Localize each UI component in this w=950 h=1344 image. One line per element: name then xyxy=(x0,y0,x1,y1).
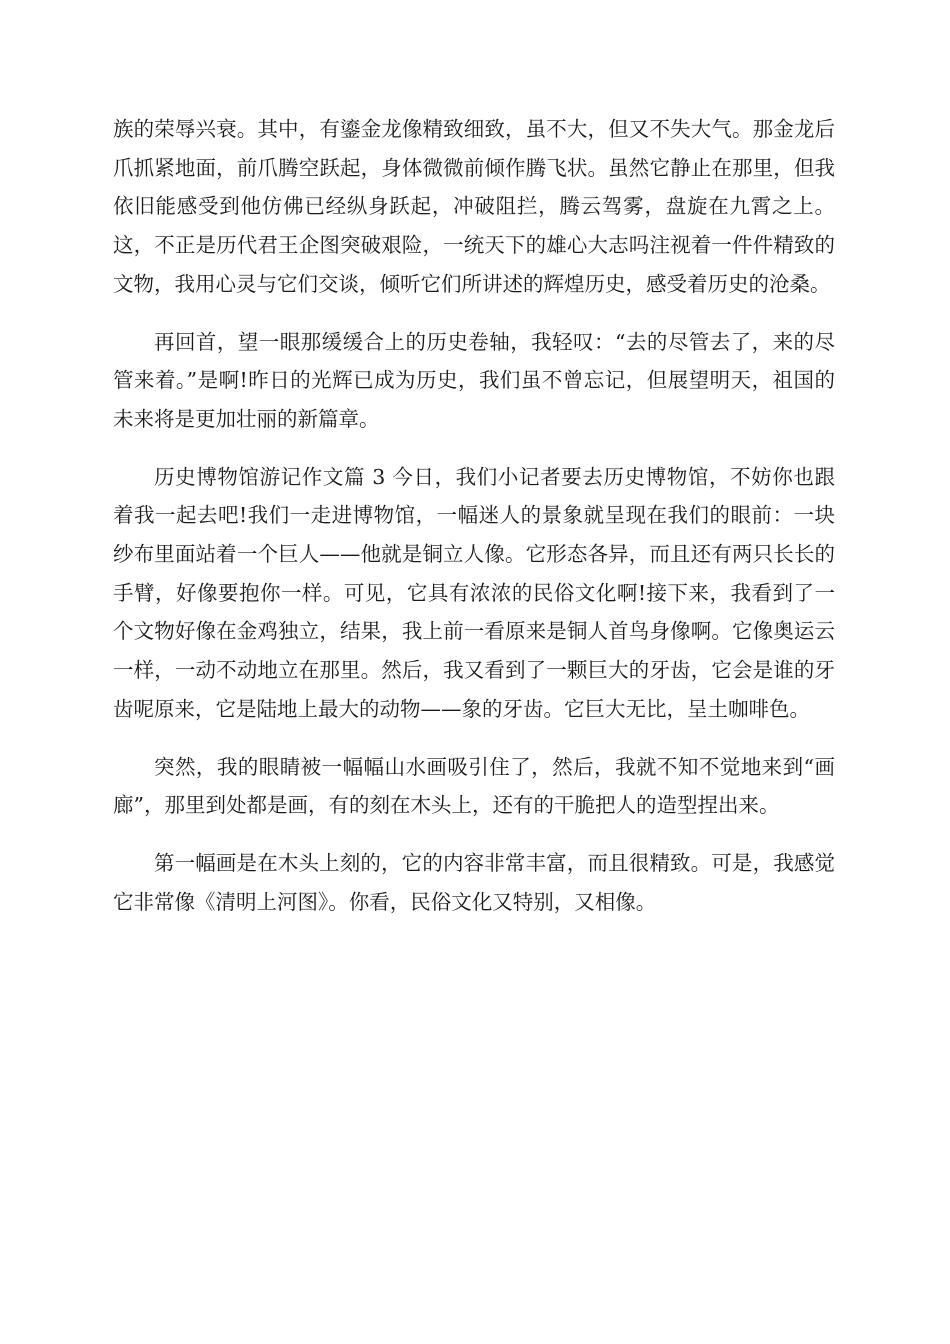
paragraph-5: 第一幅画是在木头上刻的，它的内容非常丰富，而且很精致。可是，我感觉它非常像《清明上河图》。你看，民俗文化又特别，又相像。 xyxy=(113,850,835,914)
paragraph-1: 族的荣辱兴衰。其中，有鎏金龙像精致细致，虽不大，但又不失大气。那金龙后爪抓紧地面，前爪腾空跃起，身体微微前倾作腾飞状。虽然它静止在那里，但我依旧能感受到他仿佛已经纵身跃起，冲破阻拦，腾云驾雾，盘旋在九霄之上。这，不正是历代君王企图突破艰险，一统天下的雄心大志吗注视着一件件精致的文物，我用心灵与它们交谈，倾听它们所讲述的辉煌历史，感受着历史的沧桑。 xyxy=(113,117,835,296)
paragraph-4: 突然，我的眼睛被一幅幅山水画吸引住了，然后，我就不知不觉地来到“画廊”，那里到处都是画，有的刻在木头上，还有的干脆把人的造型捏出来。 xyxy=(113,754,835,818)
paragraph-2: 再回首，望一眼那缓缓合上的历史卷轴，我轻叹：“去的尽管去了，来的尽管来着。”是啊!昨日的光辉已成为历史，我们虽不曾忘记，但展望明天，祖国的未来将是更加壮丽的新篇章。 xyxy=(113,329,835,431)
paragraph-3: 历史博物馆游记作文篇 3 今日，我们小记者要去历史博物馆，不妨你也跟着我一起去吧!我们一走进博物馆，一幅迷人的景象就呈现在我们的眼前：一块纱布里面站着一个巨人——他就是铜立人像。它形态各异，而且还有两只长长的手臂，好像要抱你一样。可见，它具有浓浓的民俗文化啊!接下来，我看到了一个文物好像在金鸡独立，结果，我上前一看原来是铜人首鸟身像啊。它像奥运云一样，一动不动地立在那里。然后，我又看到了一颗巨大的牙齿，它会是谁的牙齿呢原来，它是陆地上最大的动物——象的牙齿。它巨大无比，呈土咖啡色。 xyxy=(113,464,835,721)
document-page xyxy=(113,110,835,940)
